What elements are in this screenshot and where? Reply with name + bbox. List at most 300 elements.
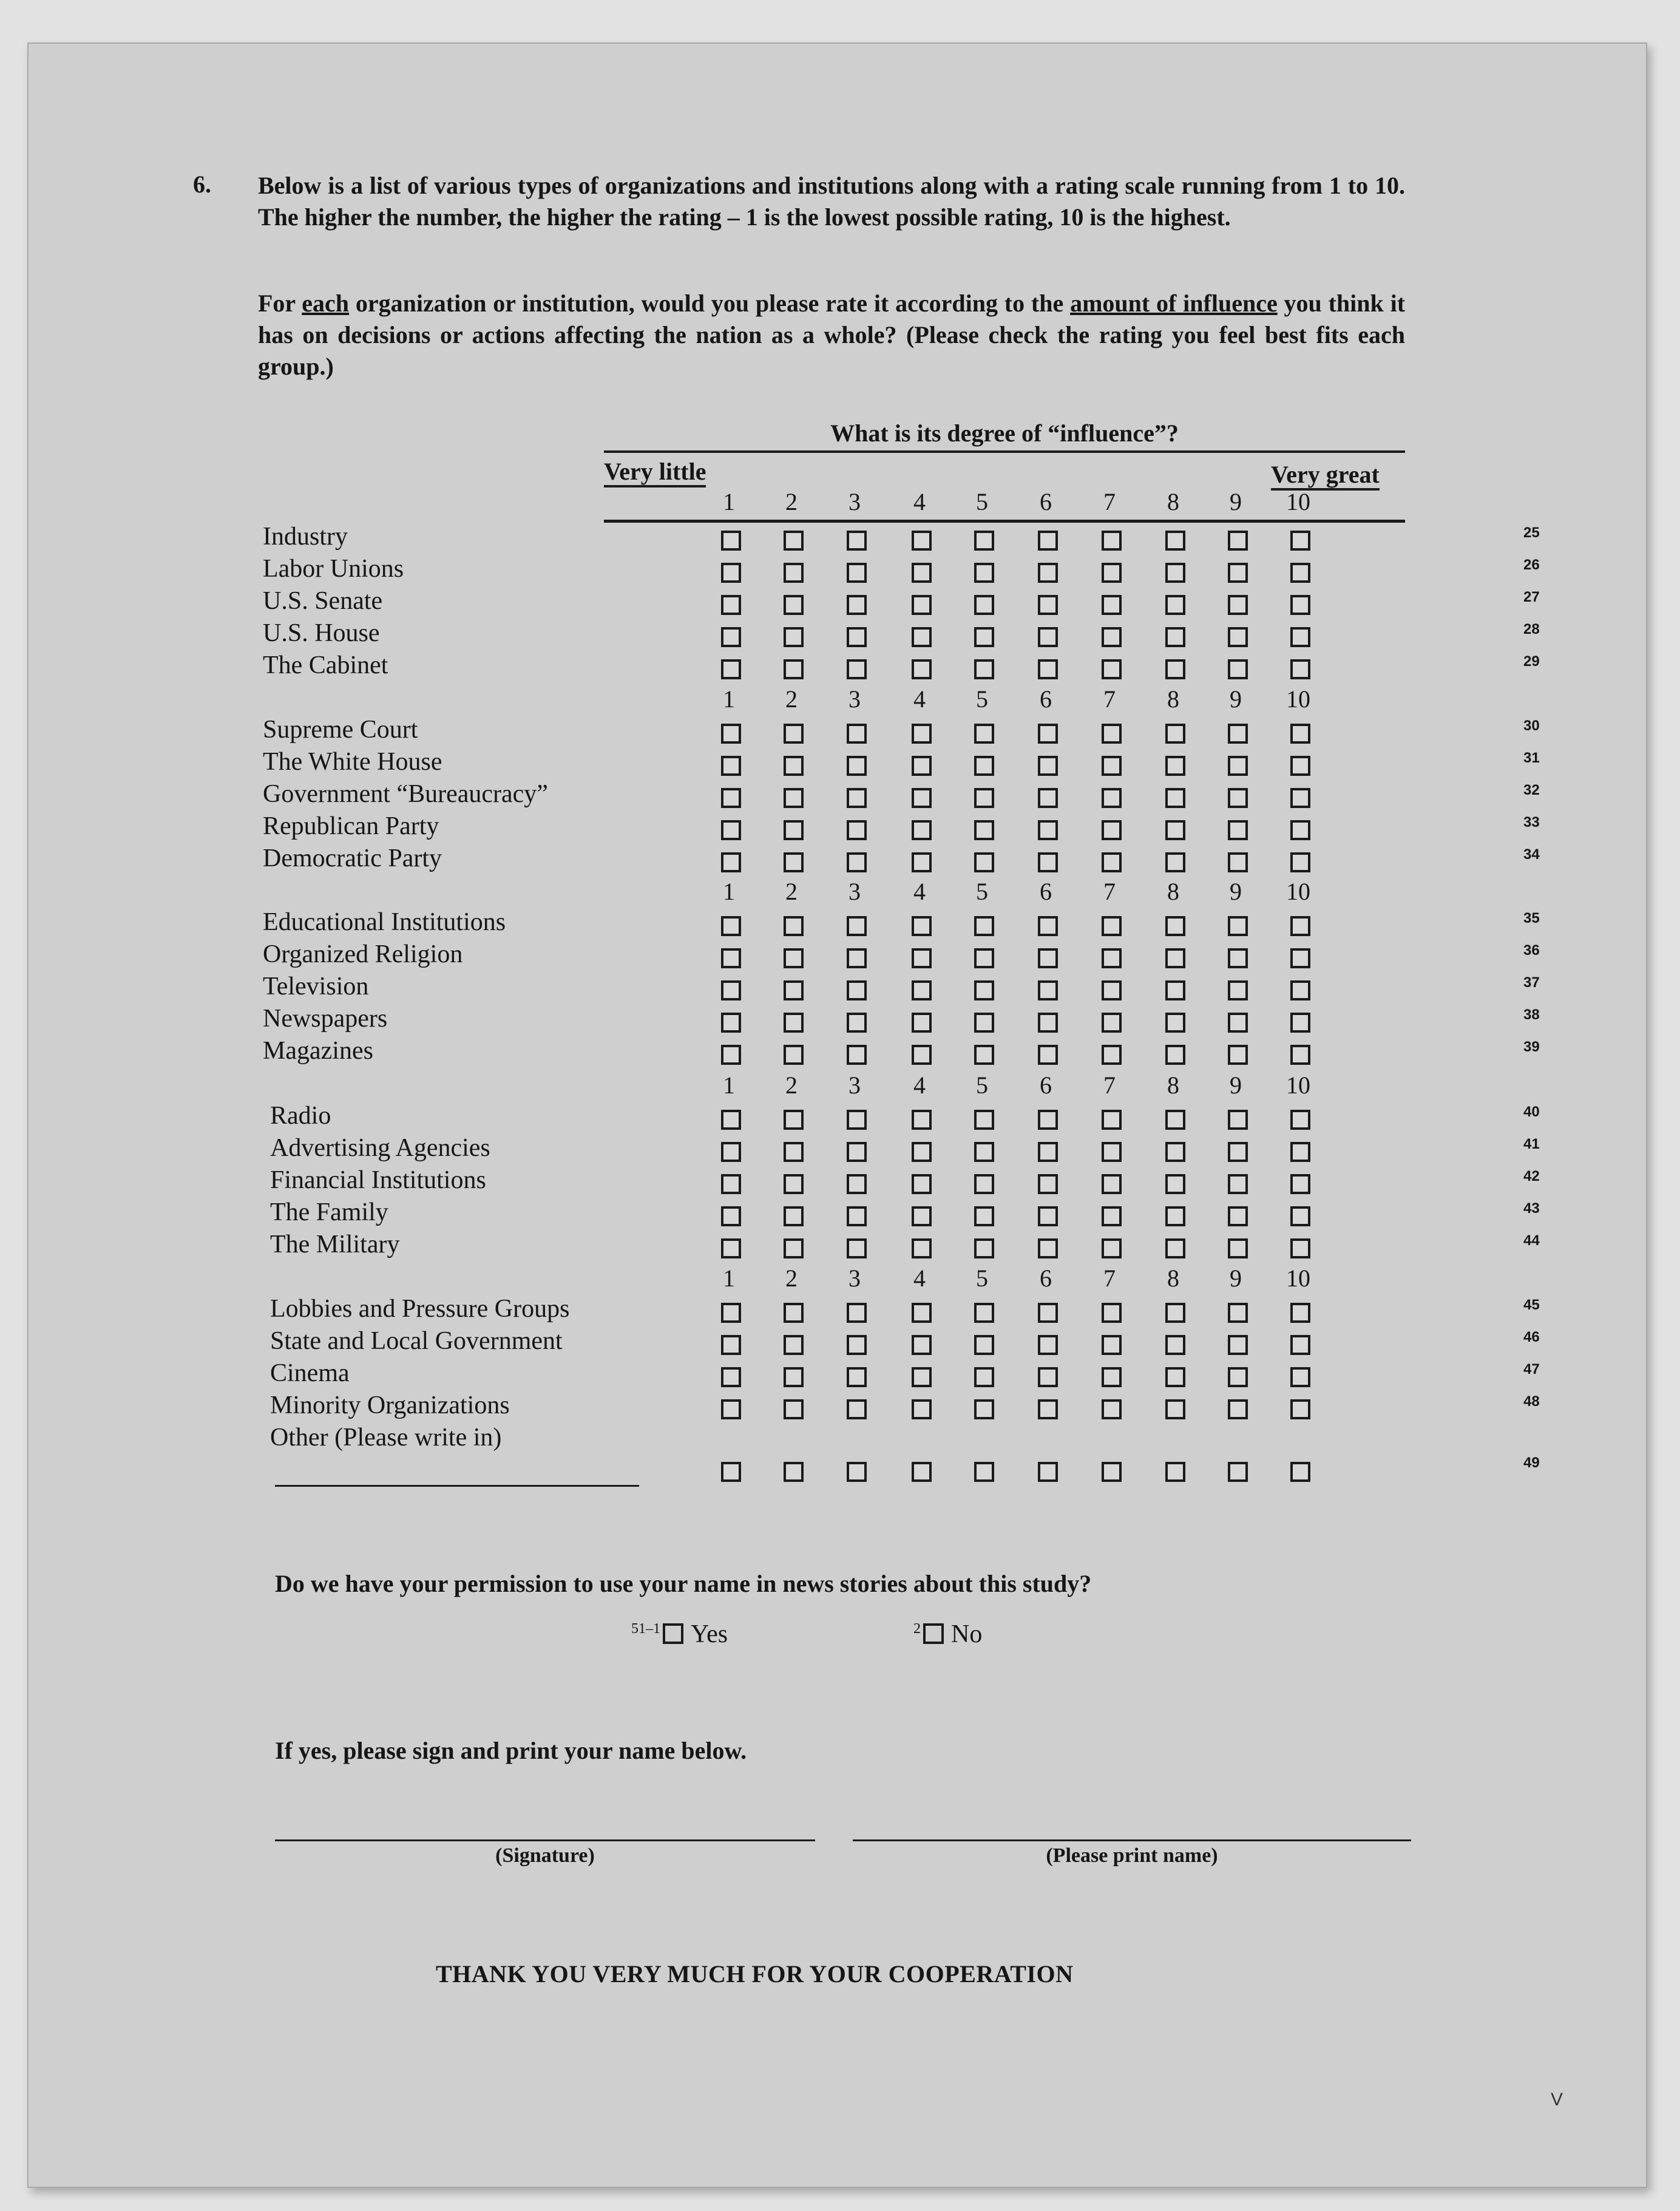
rating-checkbox[interactable] <box>1290 1462 1310 1482</box>
item-label: State and Local Government <box>270 1327 563 1355</box>
rating-checkbox[interactable] <box>1290 563 1310 583</box>
rating-checkbox[interactable] <box>1038 1206 1058 1226</box>
rating-checkbox[interactable] <box>912 1462 932 1482</box>
rating-checkbox[interactable] <box>784 756 804 776</box>
rating-checkbox[interactable] <box>721 724 741 744</box>
rating-checkbox[interactable] <box>912 852 932 872</box>
rating-checkbox[interactable] <box>847 1335 867 1355</box>
rating-checkbox[interactable] <box>721 948 741 968</box>
scale-number: 6 <box>1040 1072 1052 1099</box>
rating-checkbox[interactable] <box>1165 852 1185 872</box>
rating-checkbox[interactable] <box>912 1399 932 1419</box>
rating-checkbox[interactable] <box>721 852 741 872</box>
rating-checkbox[interactable] <box>912 1013 932 1033</box>
rating-checkbox[interactable] <box>847 916 867 936</box>
rating-checkbox[interactable] <box>1290 659 1310 679</box>
rating-checkbox[interactable] <box>1228 1206 1248 1226</box>
rating-checkbox[interactable] <box>847 659 867 679</box>
rating-checkbox[interactable] <box>1165 659 1185 679</box>
rating-checkbox[interactable] <box>1165 627 1185 647</box>
rating-checkbox[interactable] <box>1038 1399 1058 1419</box>
rating-checkbox[interactable] <box>1038 852 1058 872</box>
rating-checkbox[interactable] <box>1102 1399 1122 1419</box>
no-checkbox[interactable] <box>923 1623 944 1644</box>
rating-checkbox[interactable] <box>1102 563 1122 583</box>
rating-checkbox[interactable] <box>974 1399 994 1419</box>
rating-checkbox[interactable] <box>974 659 994 679</box>
rating-checkbox[interactable] <box>1038 980 1058 1000</box>
rating-checkbox[interactable] <box>721 1013 741 1033</box>
rating-checkbox[interactable] <box>721 595 741 615</box>
rating-checkbox[interactable] <box>1165 1110 1185 1130</box>
rating-checkbox[interactable] <box>1290 1303 1310 1323</box>
item-label: Cinema <box>270 1359 350 1387</box>
rating-checkbox[interactable] <box>1102 1462 1122 1482</box>
yes-label: Yes <box>691 1620 728 1648</box>
rating-checkbox[interactable] <box>1228 1238 1248 1258</box>
rating-checkbox[interactable] <box>912 1045 932 1065</box>
rating-checkbox[interactable] <box>912 1110 932 1130</box>
rating-checkbox[interactable] <box>847 1174 867 1194</box>
rating-checkbox[interactable] <box>1102 1045 1122 1065</box>
rating-checkbox[interactable] <box>1290 1110 1310 1130</box>
rating-checkbox[interactable] <box>1038 1142 1058 1162</box>
rating-checkbox[interactable] <box>1102 1013 1122 1033</box>
rating-checkbox[interactable] <box>1038 724 1058 744</box>
column-code: 31 <box>1523 750 1540 766</box>
rating-checkbox[interactable] <box>1038 1045 1058 1065</box>
scale-number: 4 <box>913 488 926 515</box>
rating-checkbox[interactable] <box>784 1462 804 1482</box>
print-name-label: (Please print name) <box>1046 1844 1218 1867</box>
rating-checkbox[interactable] <box>1228 563 1248 583</box>
item-label: Educational Institutions <box>263 908 506 936</box>
rating-checkbox[interactable] <box>974 1142 994 1162</box>
rating-checkbox[interactable] <box>1290 724 1310 744</box>
rating-checkbox[interactable] <box>784 1206 804 1226</box>
rating-checkbox[interactable] <box>912 788 932 808</box>
column-code: 47 <box>1523 1361 1540 1377</box>
rating-checkbox[interactable] <box>847 756 867 776</box>
rating-checkbox[interactable] <box>1038 1174 1058 1194</box>
rating-checkbox[interactable] <box>784 788 804 808</box>
rating-checkbox[interactable] <box>1102 659 1122 679</box>
scale-number: 5 <box>976 488 988 515</box>
rating-checkbox[interactable] <box>1228 820 1248 840</box>
rating-checkbox[interactable] <box>721 1462 741 1482</box>
rating-checkbox[interactable] <box>1290 1206 1310 1226</box>
rating-checkbox[interactable] <box>1228 1303 1248 1323</box>
rating-checkbox[interactable] <box>1228 627 1248 647</box>
rating-checkbox[interactable] <box>721 1303 741 1323</box>
rating-checkbox[interactable] <box>1165 1335 1185 1355</box>
rating-checkbox[interactable] <box>974 1462 994 1482</box>
rating-checkbox[interactable] <box>974 1303 994 1323</box>
rating-checkbox[interactable] <box>1102 948 1122 968</box>
rating-checkbox[interactable] <box>1228 595 1248 615</box>
rating-checkbox[interactable] <box>1102 980 1122 1000</box>
scale-number: 1 <box>723 1265 735 1292</box>
rating-checkbox[interactable] <box>912 1174 932 1194</box>
rating-checkbox[interactable] <box>974 1013 994 1033</box>
rating-checkbox[interactable] <box>1102 1303 1122 1323</box>
scale-number: 10 <box>1286 1265 1310 1292</box>
rating-checkbox[interactable] <box>721 1399 741 1419</box>
rating-checkbox[interactable] <box>721 659 741 679</box>
rating-checkbox[interactable] <box>1290 948 1310 968</box>
item-label: Minority Organizations <box>270 1391 510 1419</box>
rating-checkbox[interactable] <box>1038 563 1058 583</box>
rating-checkbox[interactable] <box>1038 1110 1058 1130</box>
scale-number: 2 <box>785 1072 798 1099</box>
rating-checkbox[interactable] <box>721 1367 741 1387</box>
rating-checkbox[interactable] <box>1228 1462 1248 1482</box>
rating-checkbox[interactable] <box>784 724 804 744</box>
rating-checkbox[interactable] <box>1228 1045 1248 1065</box>
rating-checkbox[interactable] <box>1290 820 1310 840</box>
rating-checkbox[interactable] <box>1102 788 1122 808</box>
item-label: Industry <box>263 523 348 551</box>
rating-checkbox[interactable] <box>912 724 932 744</box>
rating-checkbox[interactable] <box>847 1399 867 1419</box>
scale-number: 6 <box>1040 878 1052 905</box>
rating-checkbox[interactable] <box>974 595 994 615</box>
rating-checkbox[interactable] <box>1228 1399 1248 1419</box>
scale-number: 6 <box>1040 1265 1052 1292</box>
rating-checkbox[interactable] <box>1290 756 1310 776</box>
rating-checkbox[interactable] <box>847 1110 867 1130</box>
rating-checkbox[interactable] <box>784 916 804 936</box>
rating-checkbox[interactable] <box>1102 1206 1122 1226</box>
rating-checkbox[interactable] <box>784 531 804 551</box>
rating-checkbox[interactable] <box>1165 1206 1185 1226</box>
rating-checkbox[interactable] <box>721 1142 741 1162</box>
rating-checkbox[interactable] <box>1165 563 1185 583</box>
rating-checkbox[interactable] <box>974 531 994 551</box>
rating-checkbox[interactable] <box>1165 1238 1185 1258</box>
rating-checkbox[interactable] <box>784 1238 804 1258</box>
thank-you-text: THANK YOU VERY MUCH FOR YOUR COOPERATION <box>436 1960 1074 1988</box>
rating-checkbox[interactable] <box>721 980 741 1000</box>
rating-checkbox[interactable] <box>784 1367 804 1387</box>
rating-checkbox[interactable] <box>1228 1335 1248 1355</box>
rating-checkbox[interactable] <box>1165 948 1185 968</box>
rating-checkbox[interactable] <box>1228 1013 1248 1033</box>
rating-checkbox[interactable] <box>912 1367 932 1387</box>
rating-checkbox[interactable] <box>1228 788 1248 808</box>
scale-number: 9 <box>1230 488 1242 515</box>
rating-checkbox[interactable] <box>1102 916 1122 936</box>
rating-checkbox[interactable] <box>721 531 741 551</box>
item-label: Organized Religion <box>263 940 463 968</box>
rating-checkbox[interactable] <box>1102 1142 1122 1162</box>
rating-checkbox[interactable] <box>1038 1013 1058 1033</box>
rating-checkbox[interactable] <box>974 1045 994 1065</box>
rating-checkbox[interactable] <box>784 820 804 840</box>
rating-checkbox[interactable] <box>721 1206 741 1226</box>
rating-checkbox[interactable] <box>847 980 867 1000</box>
column-code: 39 <box>1523 1039 1540 1055</box>
rating-checkbox[interactable] <box>912 916 932 936</box>
scale-number: 6 <box>1040 685 1052 713</box>
rating-checkbox[interactable] <box>912 820 932 840</box>
rating-checkbox[interactable] <box>912 1206 932 1226</box>
rating-checkbox[interactable] <box>847 820 867 840</box>
rating-checkbox[interactable] <box>1290 627 1310 647</box>
rating-checkbox[interactable] <box>784 1335 804 1355</box>
rating-checkbox[interactable] <box>1165 1367 1185 1387</box>
rating-checkbox[interactable] <box>1290 595 1310 615</box>
rating-checkbox[interactable] <box>974 1238 994 1258</box>
rating-checkbox[interactable] <box>1165 1013 1185 1033</box>
item-label: U.S. House <box>263 619 380 647</box>
rating-checkbox[interactable] <box>974 1174 994 1194</box>
rating-checkbox[interactable] <box>1165 1174 1185 1194</box>
scale-number: 8 <box>1167 685 1179 713</box>
rating-checkbox[interactable] <box>1165 820 1185 840</box>
rating-checkbox[interactable] <box>784 852 804 872</box>
rating-checkbox[interactable] <box>974 980 994 1000</box>
permission-yes-option[interactable] <box>631 1620 728 1649</box>
rating-checkbox[interactable] <box>912 531 932 551</box>
rating-checkbox[interactable] <box>912 1238 932 1258</box>
rating-checkbox[interactable] <box>847 788 867 808</box>
rating-checkbox[interactable] <box>974 1206 994 1226</box>
rating-checkbox[interactable] <box>912 756 932 776</box>
rating-checkbox[interactable] <box>784 627 804 647</box>
rating-checkbox[interactable] <box>721 820 741 840</box>
rating-checkbox[interactable] <box>1038 756 1058 776</box>
scale-number: 4 <box>913 1072 926 1099</box>
no-label: No <box>951 1620 983 1648</box>
rating-checkbox[interactable] <box>1102 1335 1122 1355</box>
rating-checkbox[interactable] <box>1038 916 1058 936</box>
rating-checkbox[interactable] <box>784 1142 804 1162</box>
rating-checkbox[interactable] <box>784 1110 804 1130</box>
rating-checkbox[interactable] <box>912 595 932 615</box>
rating-checkbox[interactable] <box>1165 1142 1185 1162</box>
rating-checkbox[interactable] <box>974 724 994 744</box>
rating-checkbox[interactable] <box>721 788 741 808</box>
rating-checkbox[interactable] <box>974 563 994 583</box>
scale-low-label: Very little <box>604 458 706 487</box>
rating-checkbox[interactable] <box>721 627 741 647</box>
rating-checkbox[interactable] <box>847 948 867 968</box>
rating-checkbox[interactable] <box>1165 1399 1185 1419</box>
scale-number: 9 <box>1230 685 1242 713</box>
rating-checkbox[interactable] <box>847 1013 867 1033</box>
rating-checkbox[interactable] <box>974 756 994 776</box>
rating-checkbox[interactable] <box>1228 980 1248 1000</box>
rating-checkbox[interactable] <box>1038 1303 1058 1323</box>
rating-checkbox[interactable] <box>974 1367 994 1387</box>
rating-checkbox[interactable] <box>912 563 932 583</box>
rating-checkbox[interactable] <box>721 1110 741 1130</box>
rating-checkbox[interactable] <box>1228 724 1248 744</box>
item-label: The Family <box>270 1198 388 1226</box>
rating-checkbox[interactable] <box>847 1045 867 1065</box>
rating-checkbox[interactable] <box>1165 916 1185 936</box>
print-name-line[interactable] <box>853 1839 1411 1841</box>
rating-checkbox[interactable] <box>1038 1238 1058 1258</box>
rating-checkbox[interactable] <box>1102 852 1122 872</box>
rating-checkbox[interactable] <box>1290 1142 1310 1162</box>
rating-checkbox[interactable] <box>784 1045 804 1065</box>
scale-number: 5 <box>976 878 988 905</box>
scale-number: 7 <box>1103 1072 1116 1099</box>
rating-checkbox[interactable] <box>912 948 932 968</box>
rating-checkbox[interactable] <box>721 563 741 583</box>
rating-checkbox[interactable] <box>1228 531 1248 551</box>
rating-checkbox[interactable] <box>1102 1367 1122 1387</box>
scale-number: 2 <box>785 1265 798 1292</box>
rating-checkbox[interactable] <box>784 1303 804 1323</box>
rating-checkbox[interactable] <box>1290 1238 1310 1258</box>
rating-checkbox[interactable] <box>1228 1174 1248 1194</box>
column-code: 26 <box>1523 557 1540 573</box>
rating-checkbox[interactable] <box>1102 1238 1122 1258</box>
column-code: 36 <box>1523 942 1540 959</box>
rating-checkbox[interactable] <box>1228 659 1248 679</box>
rating-checkbox[interactable] <box>912 1335 932 1355</box>
rating-checkbox[interactable] <box>847 1462 867 1482</box>
rating-checkbox[interactable] <box>721 1335 741 1355</box>
rating-checkbox[interactable] <box>1102 756 1122 776</box>
rating-checkbox[interactable] <box>1290 1013 1310 1033</box>
rating-checkbox[interactable] <box>1290 1174 1310 1194</box>
rating-checkbox[interactable] <box>1290 1399 1310 1419</box>
rating-checkbox[interactable] <box>1038 948 1058 968</box>
scale-number: 2 <box>785 685 798 713</box>
rating-checkbox[interactable] <box>1290 852 1310 872</box>
rating-checkbox[interactable] <box>1290 1045 1310 1065</box>
rating-checkbox[interactable] <box>721 1174 741 1194</box>
other-write-in-line[interactable] <box>275 1485 639 1487</box>
rating-checkbox[interactable] <box>1165 756 1185 776</box>
rating-checkbox[interactable] <box>784 1174 804 1194</box>
rating-checkbox[interactable] <box>1102 1110 1122 1130</box>
rating-checkbox[interactable] <box>721 1045 741 1065</box>
rating-checkbox[interactable] <box>847 1206 867 1226</box>
signature-line[interactable] <box>275 1839 815 1841</box>
rating-checkbox[interactable] <box>1290 916 1310 936</box>
yes-checkbox[interactable] <box>663 1623 683 1644</box>
rating-checkbox[interactable] <box>1290 788 1310 808</box>
item-label: Magazines <box>263 1037 373 1065</box>
item-label: Government “Bureaucracy” <box>263 780 548 808</box>
scale-high-label: Very great <box>1271 461 1380 491</box>
rating-checkbox[interactable] <box>1165 1303 1185 1323</box>
scale-number: 10 <box>1286 878 1310 905</box>
rating-checkbox[interactable] <box>1102 724 1122 744</box>
rating-checkbox[interactable] <box>974 627 994 647</box>
rating-checkbox[interactable] <box>1038 531 1058 551</box>
rating-checkbox[interactable] <box>1165 1462 1185 1482</box>
rating-checkbox[interactable] <box>847 1367 867 1387</box>
rating-checkbox[interactable] <box>1290 1367 1310 1387</box>
rating-checkbox[interactable] <box>847 595 867 615</box>
rating-checkbox[interactable] <box>1038 1462 1058 1482</box>
rating-checkbox[interactable] <box>1165 595 1185 615</box>
item-label: U.S. Senate <box>263 587 383 615</box>
rating-checkbox[interactable] <box>912 1303 932 1323</box>
item-label: Lobbies and Pressure Groups <box>270 1295 570 1323</box>
rating-checkbox[interactable] <box>1038 595 1058 615</box>
rating-checkbox[interactable] <box>1165 788 1185 808</box>
rating-checkbox[interactable] <box>912 980 932 1000</box>
rating-checkbox[interactable] <box>784 1013 804 1033</box>
rating-checkbox[interactable] <box>1038 820 1058 840</box>
rating-checkbox[interactable] <box>1038 1335 1058 1355</box>
rating-checkbox[interactable] <box>847 531 867 551</box>
rating-checkbox[interactable] <box>1102 627 1122 647</box>
rating-checkbox[interactable] <box>912 1142 932 1162</box>
rating-checkbox[interactable] <box>1102 820 1122 840</box>
rating-checkbox[interactable] <box>974 852 994 872</box>
rating-checkbox[interactable] <box>974 948 994 968</box>
rating-checkbox[interactable] <box>1102 1174 1122 1194</box>
rating-checkbox[interactable] <box>974 916 994 936</box>
permission-no-option[interactable] <box>913 1620 982 1649</box>
rating-checkbox[interactable] <box>721 916 741 936</box>
rating-checkbox[interactable] <box>784 563 804 583</box>
rating-checkbox[interactable] <box>1290 531 1310 551</box>
rating-checkbox[interactable] <box>1228 852 1248 872</box>
rating-checkbox[interactable] <box>912 627 932 647</box>
rating-checkbox[interactable] <box>784 1399 804 1419</box>
rating-checkbox[interactable] <box>974 1110 994 1130</box>
rating-checkbox[interactable] <box>1228 1367 1248 1387</box>
rating-checkbox[interactable] <box>974 820 994 840</box>
rating-checkbox[interactable] <box>1038 627 1058 647</box>
rating-checkbox[interactable] <box>1290 1335 1310 1355</box>
rating-checkbox[interactable] <box>1228 948 1248 968</box>
rating-checkbox[interactable] <box>974 1335 994 1355</box>
rating-checkbox[interactable] <box>784 659 804 679</box>
rating-checkbox[interactable] <box>1165 1045 1185 1065</box>
rating-checkbox[interactable] <box>1165 980 1185 1000</box>
rating-checkbox[interactable] <box>847 563 867 583</box>
rating-checkbox[interactable] <box>847 627 867 647</box>
rating-checkbox[interactable] <box>784 595 804 615</box>
rating-checkbox[interactable] <box>784 948 804 968</box>
rating-checkbox[interactable] <box>974 788 994 808</box>
rating-checkbox[interactable] <box>784 980 804 1000</box>
rating-checkbox[interactable] <box>1038 659 1058 679</box>
rating-checkbox[interactable] <box>1102 595 1122 615</box>
rating-checkbox[interactable] <box>847 852 867 872</box>
rating-checkbox[interactable] <box>1228 1110 1248 1130</box>
rating-checkbox[interactable] <box>1290 980 1310 1000</box>
rating-checkbox[interactable] <box>847 724 867 744</box>
item-label: The White House <box>263 748 442 776</box>
rating-checkbox[interactable] <box>1038 1367 1058 1387</box>
rating-checkbox[interactable] <box>847 1303 867 1323</box>
rating-checkbox[interactable] <box>1165 531 1185 551</box>
rating-checkbox[interactable] <box>1228 916 1248 936</box>
rating-checkbox[interactable] <box>721 756 741 776</box>
rating-checkbox[interactable] <box>1228 1142 1248 1162</box>
rating-checkbox[interactable] <box>1228 756 1248 776</box>
rating-checkbox[interactable] <box>1038 788 1058 808</box>
yes-code: 51–1 <box>631 1621 660 1637</box>
rating-checkbox[interactable] <box>847 1142 867 1162</box>
rating-checkbox[interactable] <box>1102 531 1122 551</box>
rating-checkbox[interactable] <box>912 659 932 679</box>
rating-checkbox[interactable] <box>847 1238 867 1258</box>
rating-checkbox[interactable] <box>721 1238 741 1258</box>
rating-checkbox[interactable] <box>1165 724 1185 744</box>
